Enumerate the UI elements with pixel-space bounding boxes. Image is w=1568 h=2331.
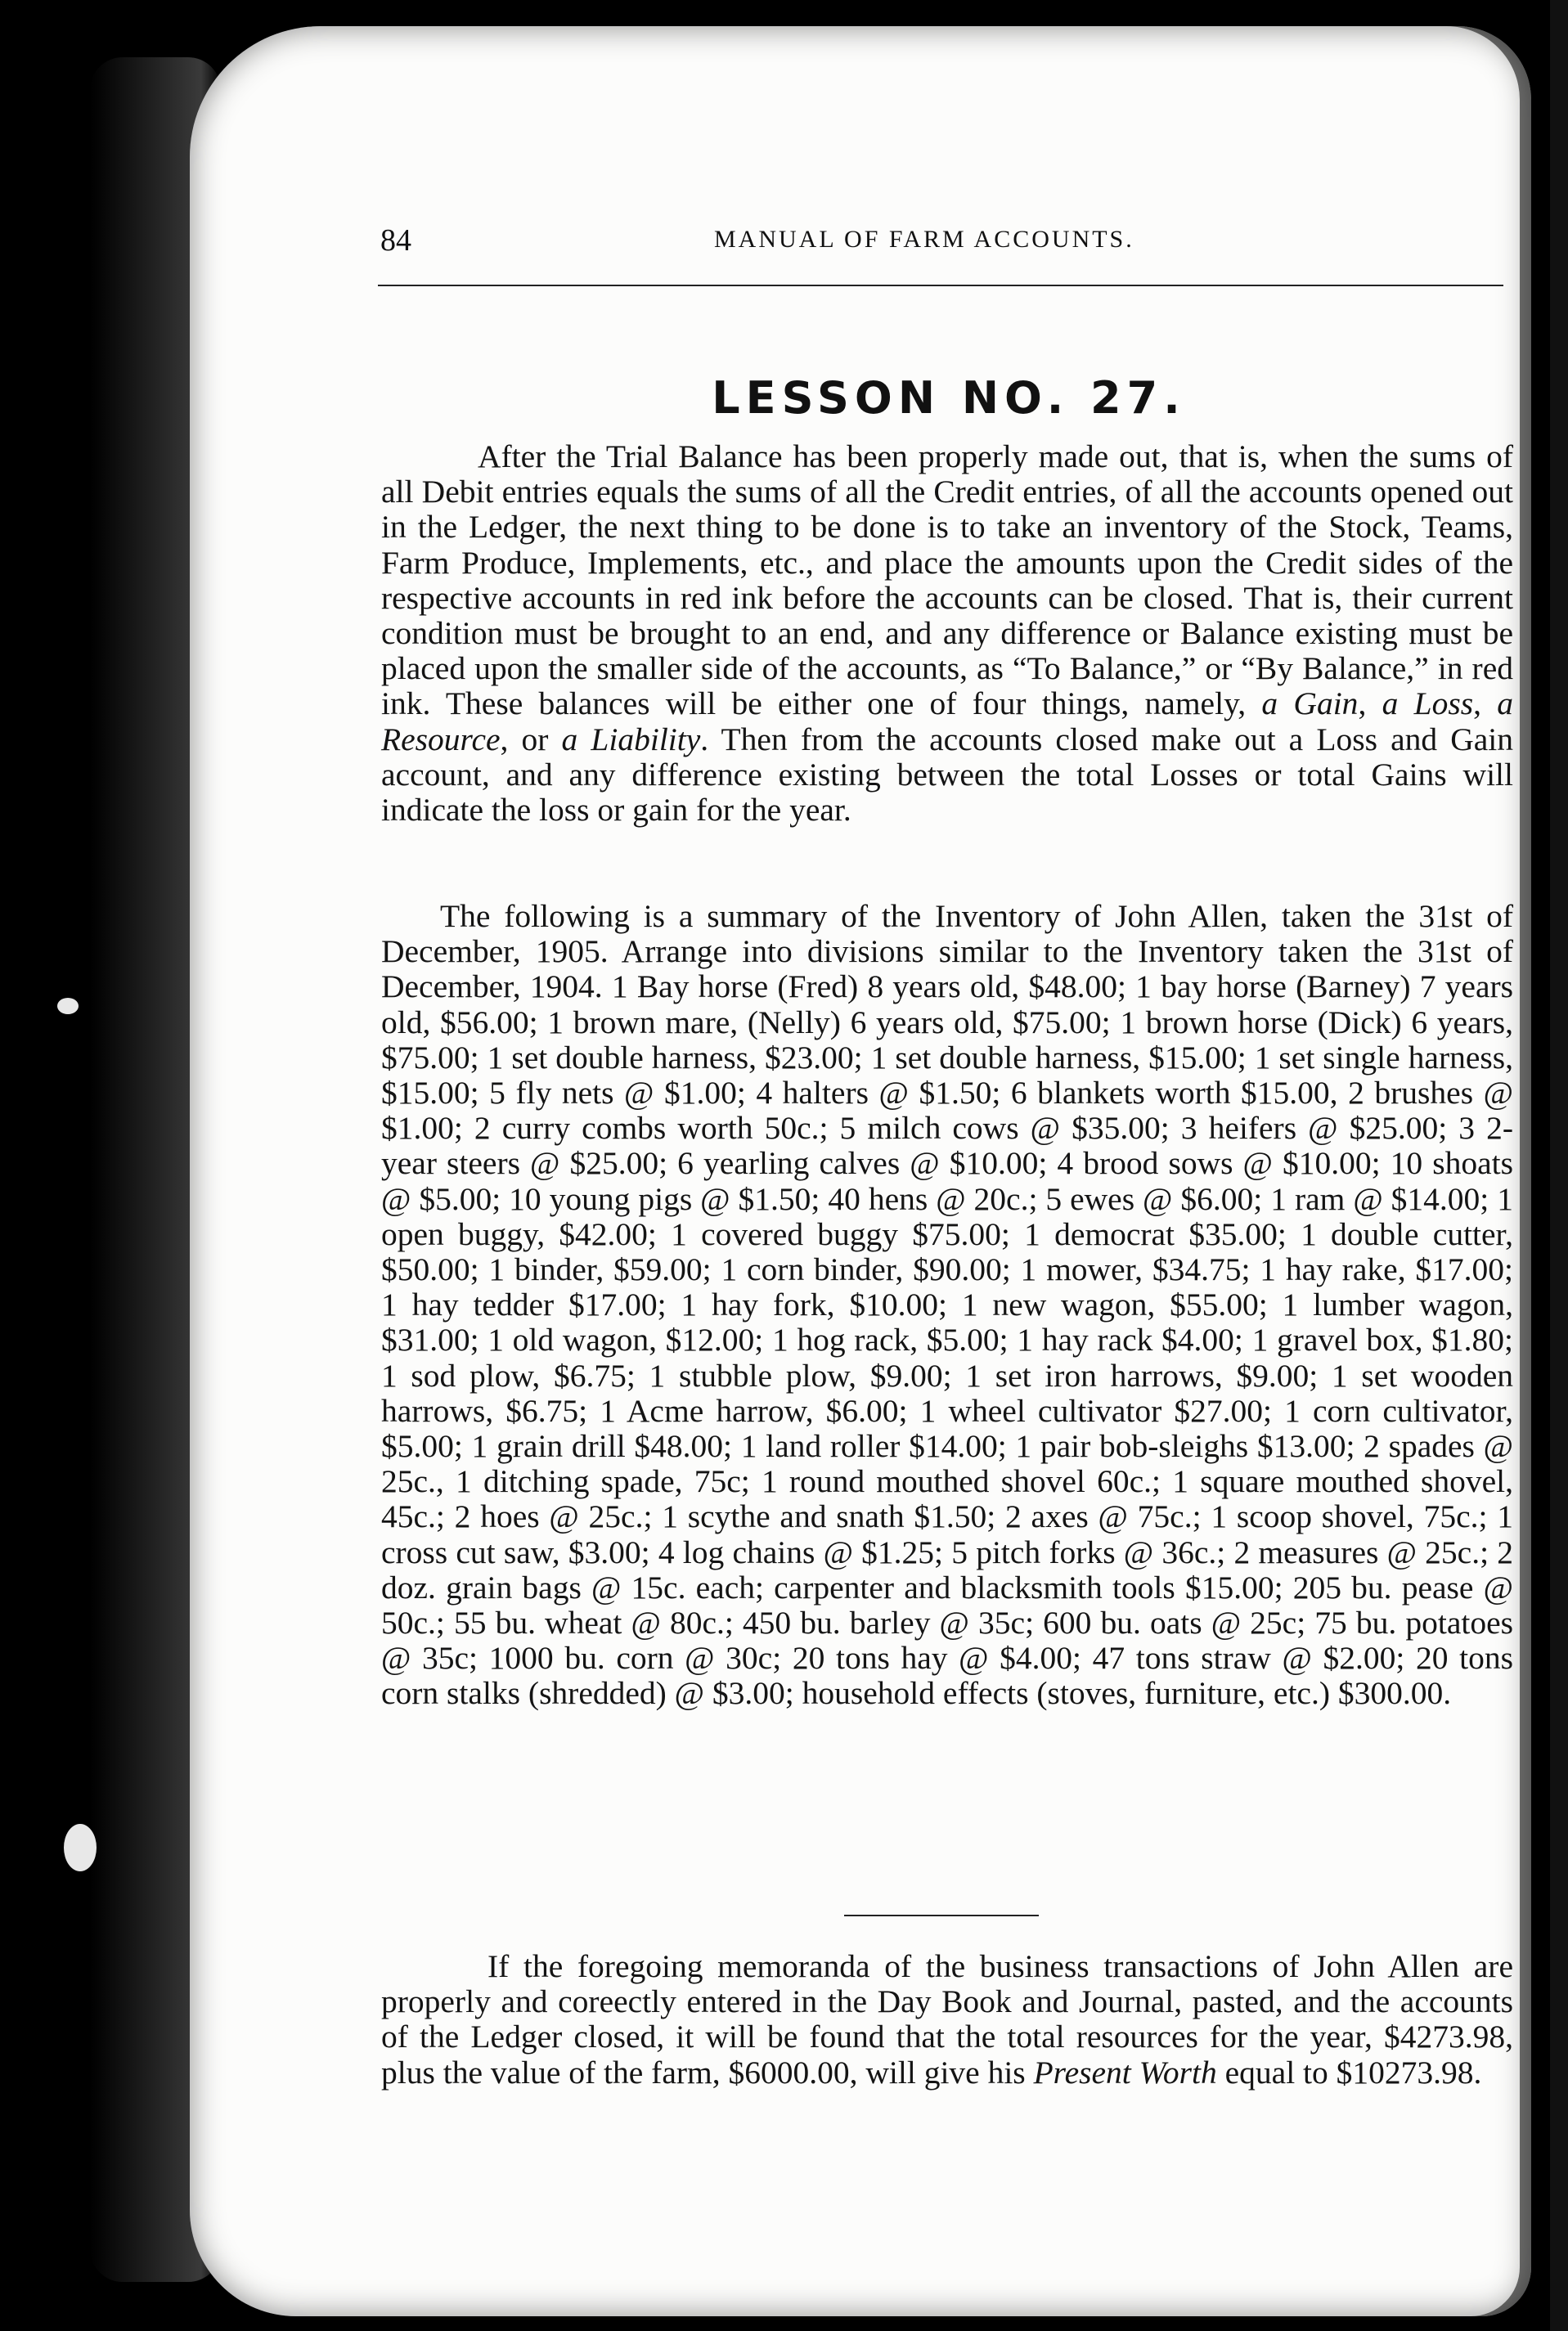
running-title: MANUAL OF FARM ACCOUNTS. (714, 226, 1134, 253)
separator: , (1358, 685, 1382, 722)
separator: , or (500, 721, 562, 757)
emphasis-resource: a Resource (381, 685, 1513, 757)
running-head (380, 222, 1525, 263)
separator: , (1473, 685, 1498, 722)
lesson-title: LESSON NO. 27. (712, 372, 1186, 424)
paragraph-text: The following is a summary of the Inventory of John Allen, taken the 31st of December, 1905. Arrange into divisions similar to the Inventory taken the 31st of December, 1904. 1 Bay horse (Fred) 8 years old, $48.00; 1 bay horse (Barney) 7 years old, $56.00; 1 brown mare, (Nelly) 6 years old, $75.00; 1 brown horse (Dick) 6 years, $75.00; 1 set double harness, $23.00; 1 set double harness, $15.00; 1 set single harness, $15.00; 5 fly nets @ $1.00; 4 halters @ $1.50; 6 blankets worth $15.00, 2 brushes @ $1.00; 2 curry combs worth 50c.; 5 milch cows @ $35.00; 3 heifers @ $25.00; 3 2-year steers @ $25.00; 6 yearling calves @ $10.00; 4 brood sows @ $10.00; 10 shoats @ $5.00; 10 young pigs @ $1.50; 40 hens @ 20c.; 5 ewes @ $6.00; 1 ram @ $14.00; 1 open buggy, $42.00; 1 covered buggy $75.00; 1 democrat $35.00; 1 double cutter, $50.00; 1 binder, $59.00; 1 corn binder, $90.00; 1 mower, $34.75; 1 hay rake, $17.00; 1 hay tedder $17.00; 1 hay fork, $10.00; 1 new wagon, $55.00; 1 lumber wagon, $31.00; 1 old wagon, $12.00; 1 hog rack, $5.00; 1 hay rack $4.00; 1 gravel box, $1.80; 1 sod plow, $6.75; 1 stubble plow, $9.00; 1 set iron harrows, $9.00; 1 set wooden harrows, $6.75; 1 Acme harrow, $6.00; 1 wheel cultivator $27.00; 1 corn cultivator, $5.00; 1 grain drill $48.00; 1 land roller $14.00; 1 pair bob-sleighs $13.00; 2 spades @ 25c., 1 ditching spade, 75c; 1 round mouthed shovel 60c.; 1 square mouthed shovel, 45c.; 2 hoes @ 25c.; 1 scythe and snath $1.50; 2 axes @ 75c.; 1 scoop shovel, 75c.; 1 cross cut saw, $3.00; 4 log chains @ $1.25; 5 pitch forks @ 36c.; 2 measures @ 25c.; 2 doz. grain bags @ 15c. each; carpenter and blacksmith tools $15.00; 205 bu. pease @ 50c.; 55 bu. wheat @ 80c.; 450 bu. barley @ 35c; 600 bu. oats @ 25c; 75 bu. potatoes @ 35c; 1000 bu. corn @ 30c; 20 tons hay @ $4.00; 47 tons straw @ $2.00; 20 tons corn stalks (shredded) @ $3.00; household effects (stoves, furniture, etc.) $300.00. (381, 898, 1513, 1712)
emphasis-liability: a Liability (561, 721, 701, 757)
header-rule (378, 285, 1503, 286)
section-divider (844, 1915, 1039, 1916)
paragraph-text: After the Trial Balance has been properly made out, that is, when the sums of all Debit entries equals the sums of all the Credit entries, of all the accounts opened out in the Ledger, the next thing to be done is to take an inventory of the Stock, Teams, Farm Produce, Implements, etc., and place the amounts upon the Credit sides of the respective accounts in red ink before the accounts can be closed. That is, their current condition must be brought to an end, and any difference or Balance existing must be placed upon the smaller side of the accounts, as “To Balance,” or “By Balance,” in red ink. These balances will be either one of four things, namely, (381, 438, 1513, 722)
paragraph-text: equal to $10273.98. (1216, 2054, 1482, 2091)
scan-edge (1550, 0, 1568, 2331)
paragraph-inventory (381, 899, 1513, 1712)
emphasis-gain: a Gain (1261, 685, 1359, 722)
emphasis-loss: a Loss (1382, 685, 1474, 722)
emphasis-present-worth: Present Worth (1033, 2054, 1217, 2091)
paragraph-text: . Then from the accounts closed make out a Loss and Gain account, and any difference existing between the total Losses or total Gains will indicate the loss or gain for the year. (381, 721, 1514, 829)
paragraph-trial-balance (381, 439, 1513, 828)
scan-blot (57, 998, 79, 1014)
scan-blot (64, 1824, 97, 1871)
paragraph-present-worth (381, 1949, 1513, 2091)
page-number: 84 (380, 223, 411, 258)
paragraph-text: If the foregoing memoranda of the business transactions of John Allen are properly and coreectly entered in the Day Book and Journal, pasted, and the accounts of the Ledger closed, it will be found that the total resources for the year, $4273.98, plus the value of the farm, $6000.00, will give his (381, 1948, 1513, 2091)
